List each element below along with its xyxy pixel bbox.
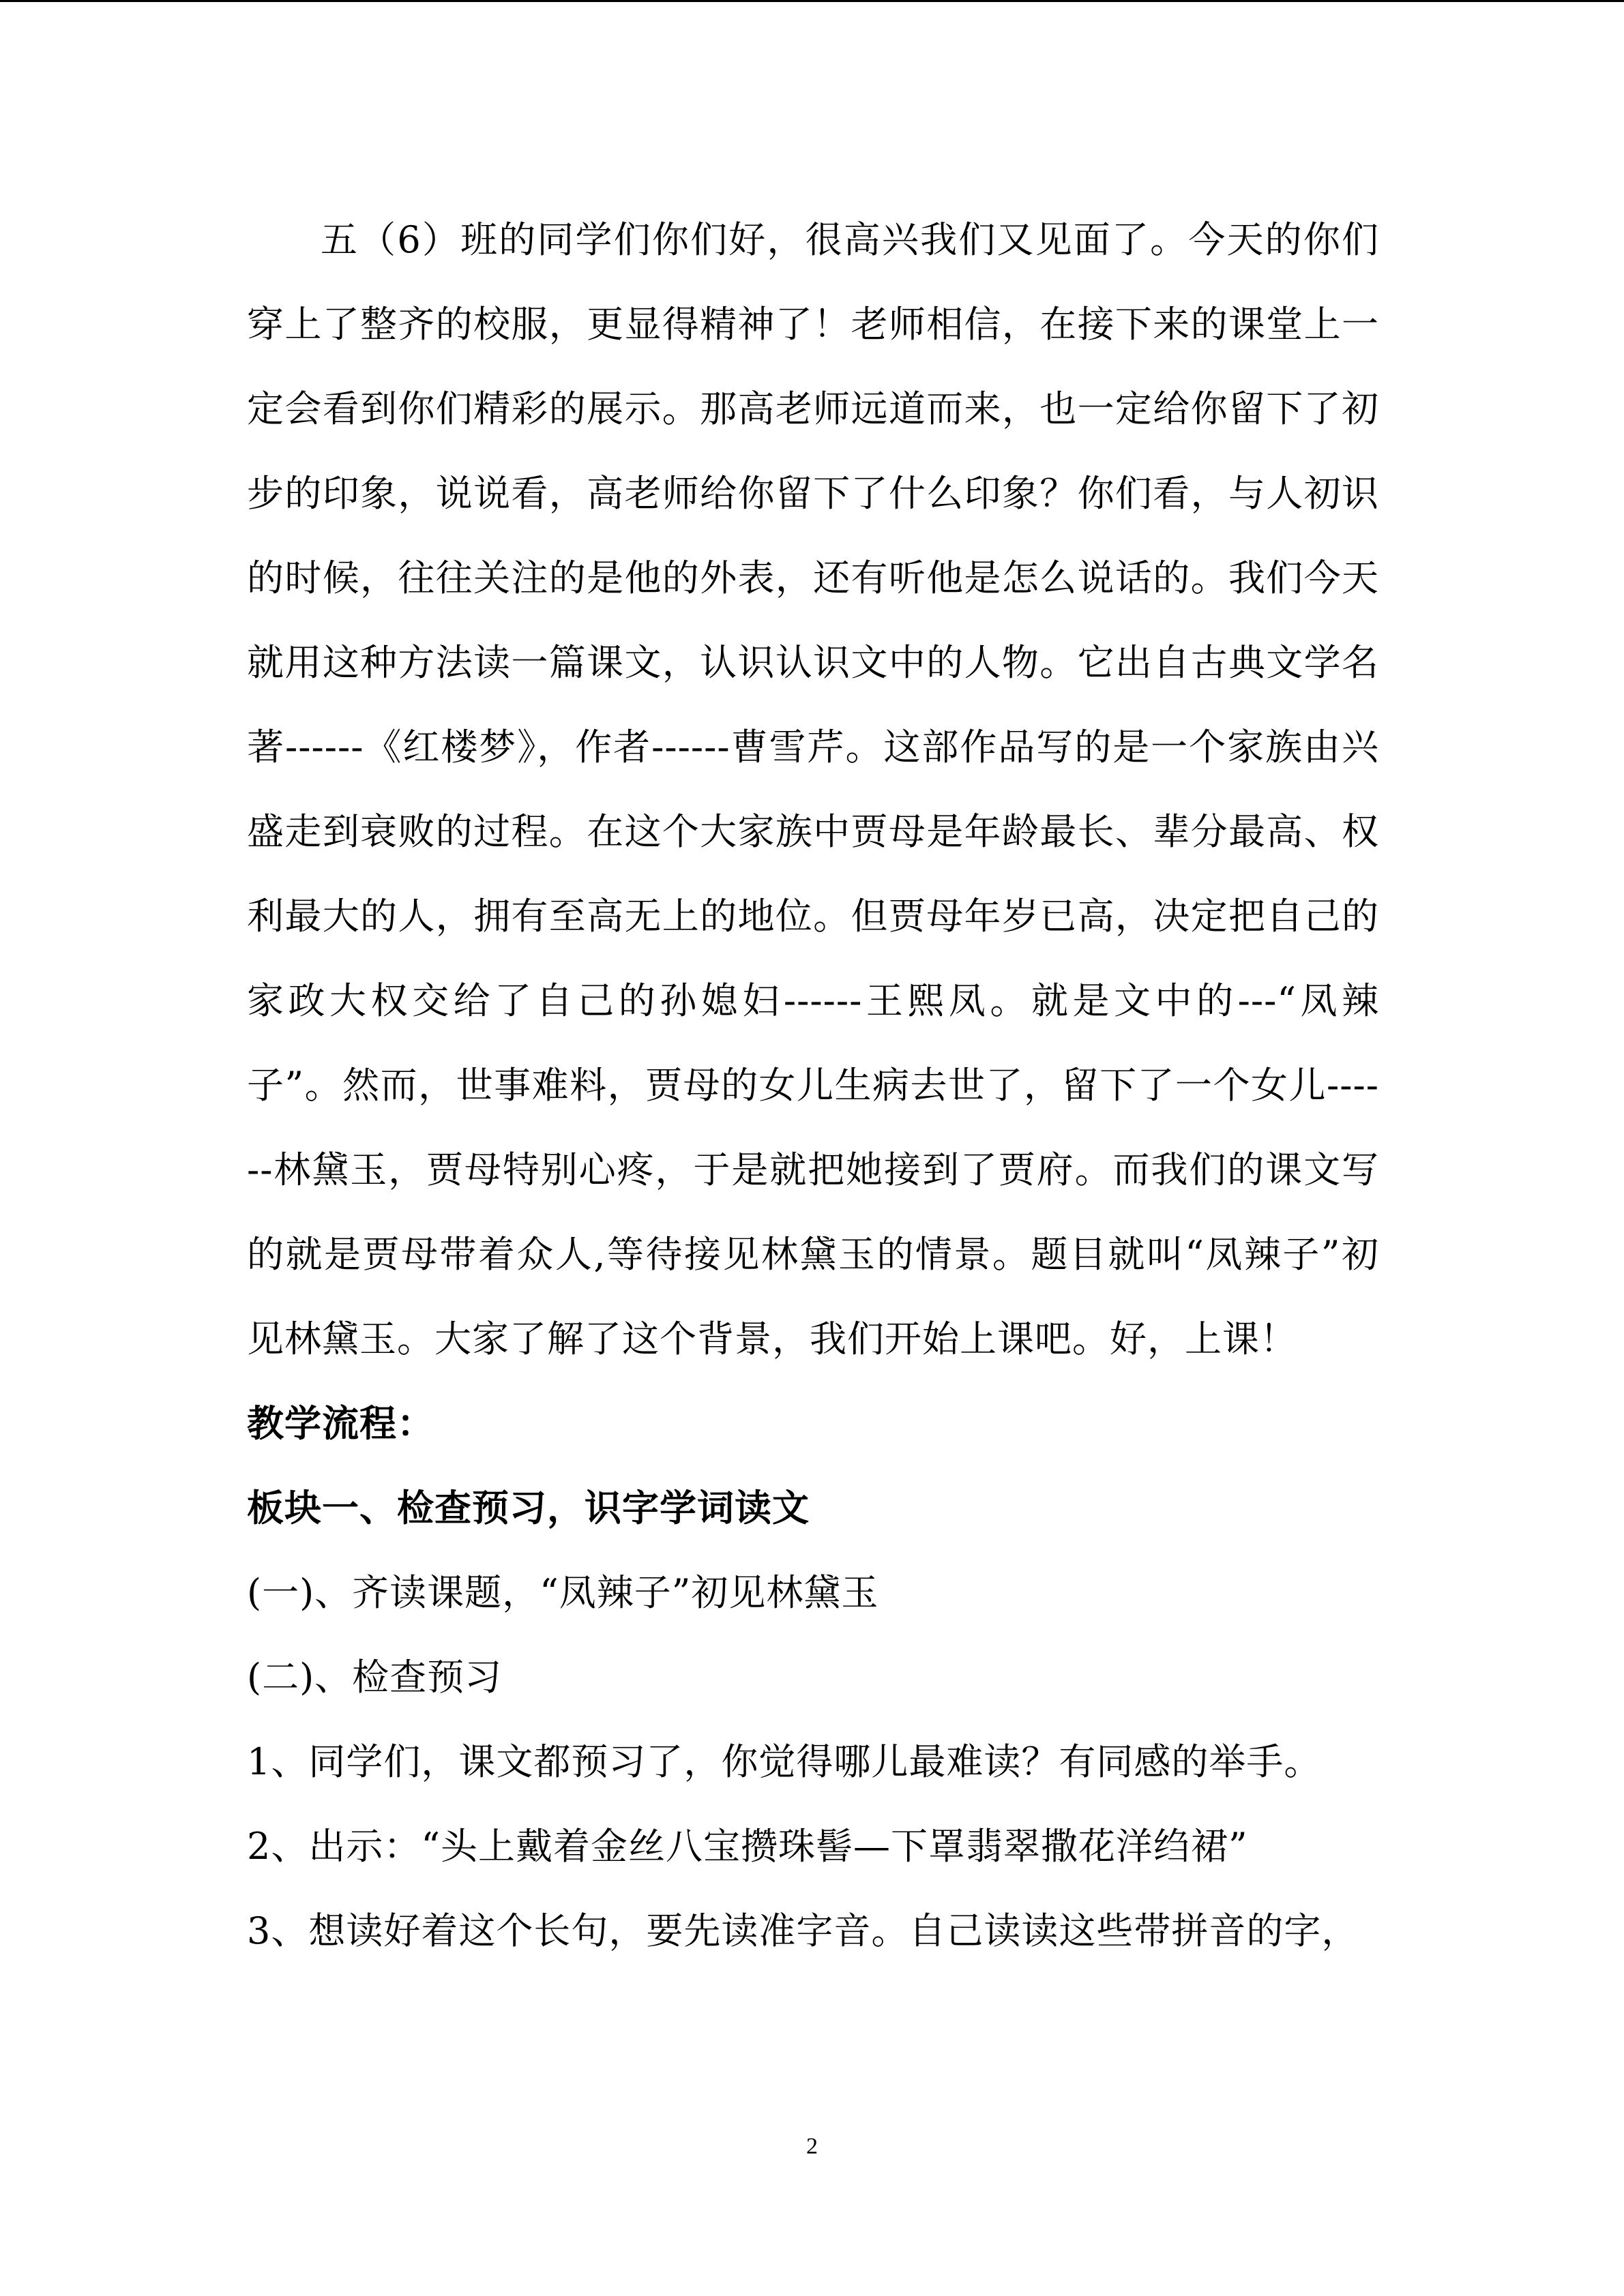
page-number: 2 xyxy=(806,2134,818,2159)
intro-paragraph: 五（6）班的同学们你们好，很高兴我们又见面了。今天的你们穿上了整齐的校服，更显得精神了！老师相信，在接下来的课堂上一定会看到你们精彩的展示。那高老师远道而来，也一定给你留下了初步的印象，说说看，高老师给你留下了什么印象？你们看，与人初识的时候，往往关注的是他的外表，还有听他是怎么说话的。我们今天就用这种方法读一篇课文，认识认识文中的人物。它出自古典文学名著------《红楼梦》，作者------曹雪芹。这部作品写的是一个家族由兴盛走到衰败的过程。在这个大家族中贾母是年龄最长、辈分最高、权利最大的人，拥有至高无上的地位。但贾母年岁已高，决定把自己的家政大权交给了自己的孙媳妇------王熙凤。就是文中的---“凤辣子”。然而，世事难料，贾母的女儿生病去世了，留下了一个女儿------林黛玉，贾母特别心疼，于是就把她接到了贾府。而我们的课文写的就是贾母带着众人,等待接见林黛玉的情景。题目就叫“凤辣子”初见林黛玉。大家了解了这个背景，我们开始上课吧。好，上课！ xyxy=(247,218,1379,1360)
document-body xyxy=(247,198,1379,1973)
item-two: (二)、检查预习 xyxy=(247,1656,503,1699)
heading-teaching-flow: 教学流程： xyxy=(247,1402,434,1445)
heading-section-one: 板块一、检查预习，识字学词读文 xyxy=(247,1487,810,1530)
step-three: 3、想读好着这个长句，要先读准字音。自己读读这些带拼音的字， xyxy=(247,1909,1359,1952)
top-border-line xyxy=(0,0,1624,2)
step-one: 1、同学们，课文都预习了，你觉得哪儿最难读？有同感的举手。 xyxy=(247,1740,1322,1783)
item-one: (一)、齐读课题，“凤辣子”初见林黛玉 xyxy=(247,1571,879,1614)
step-two: 2、出示：“头上戴着金丝八宝攒珠髻—下罩翡翠撒花洋绉裙” xyxy=(247,1825,1248,1868)
